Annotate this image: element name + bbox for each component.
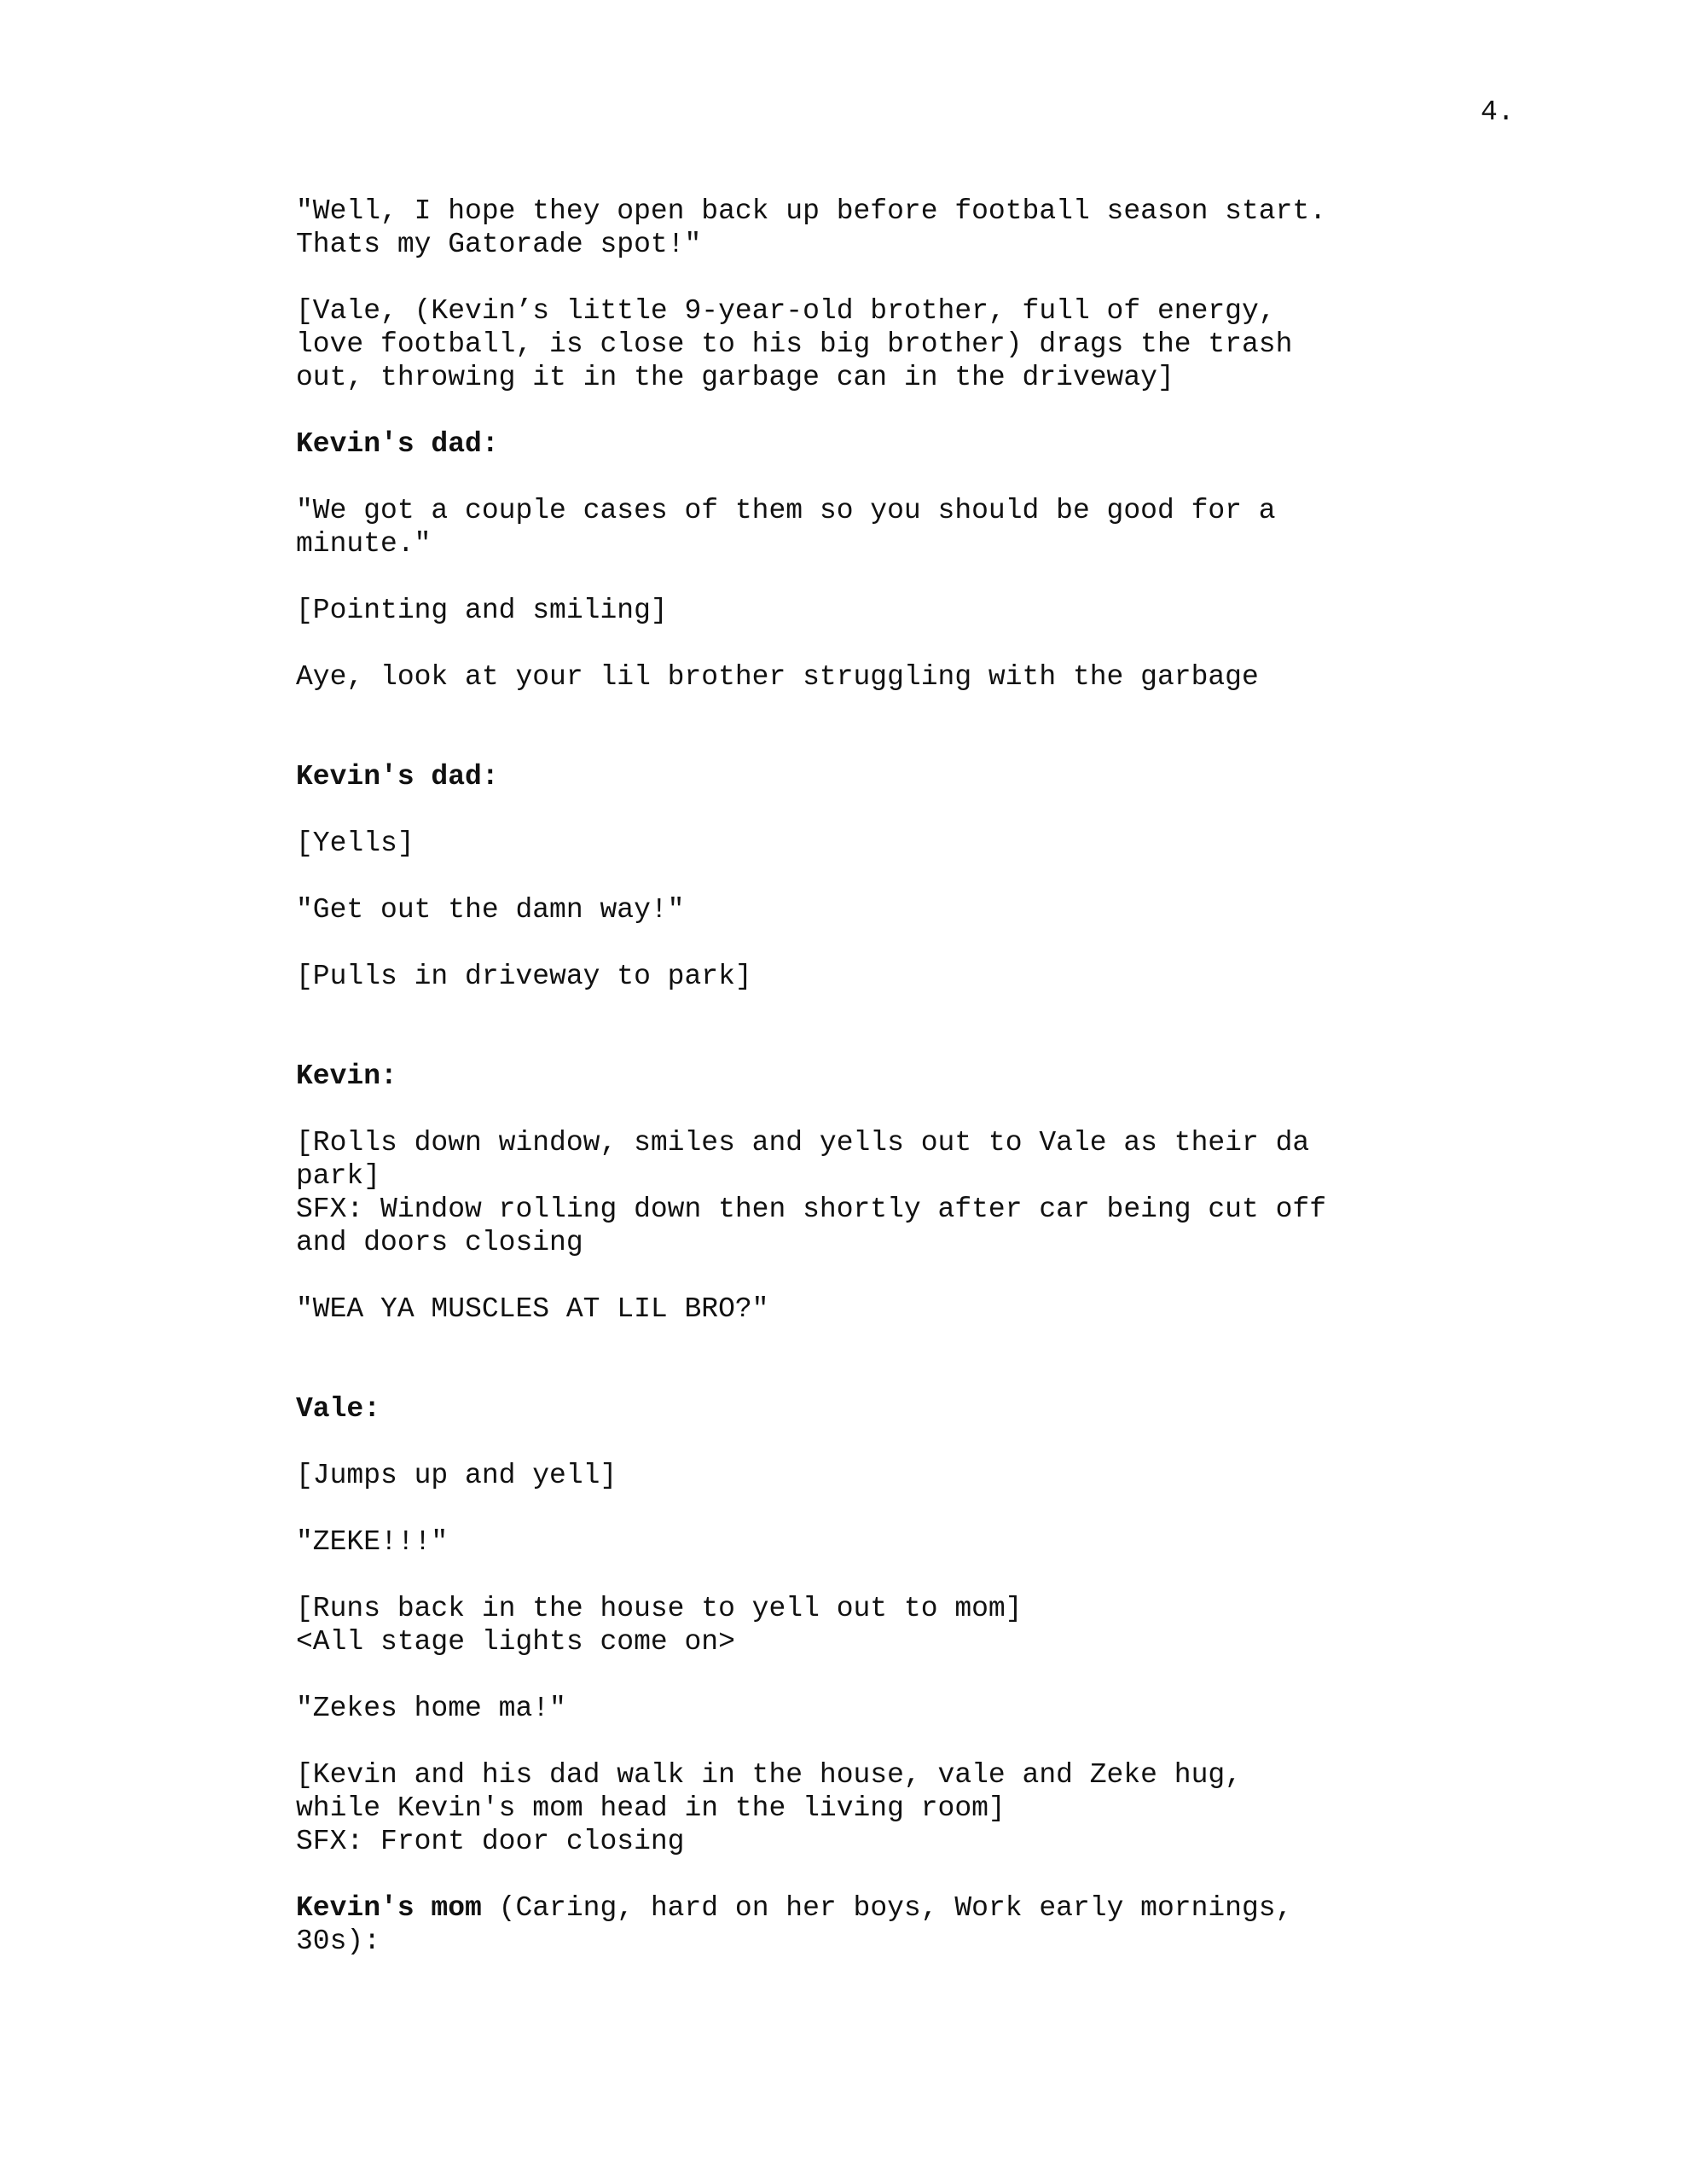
stage-direction-line: <All stage lights come on> xyxy=(296,1626,735,1658)
action-line: [Runs back in the house to yell out to mom] xyxy=(296,1593,1023,1624)
action-line: love football, is close to his big brother) drags the trash xyxy=(296,328,1293,360)
dialogue-line: Thats my Gatorade spot!" xyxy=(296,229,702,260)
dialogue-line: "WEA YA MUSCLES AT LIL BRO?" xyxy=(296,1293,769,1325)
dialogue-line: "Well, I hope they open back up before football season start. xyxy=(296,195,1326,227)
character-name: Kevin's dad: xyxy=(296,428,499,460)
sfx-line: SFX: Window rolling down then shortly after car being cut off xyxy=(296,1194,1326,1225)
character-description: (Caring, hard on her boys, Work early mornings, xyxy=(481,1892,1293,1924)
action-block xyxy=(296,1126,1507,1259)
character-name: Kevin's dad: xyxy=(296,761,499,793)
action-line: [Yells] xyxy=(296,828,415,859)
action-line: [Jumps up and yell] xyxy=(296,1460,617,1491)
action-line: [Kevin and his dad walk in the house, vale and Zeke hug, xyxy=(296,1759,1242,1791)
dialogue-line: "Zekes home ma!" xyxy=(296,1693,566,1724)
action-block xyxy=(296,1758,1507,1858)
character-name: Kevin's mom xyxy=(296,1892,482,1924)
dialogue-block xyxy=(296,494,1507,561)
dialogue-line: "We got a couple cases of them so you should be good for a xyxy=(296,495,1276,526)
action-line: [Rolls down window, smiles and yells out to Vale as their da xyxy=(296,1127,1310,1159)
action-line: out, throwing it in the garbage can in the driveway] xyxy=(296,362,1174,393)
character-name: Vale: xyxy=(296,1393,381,1425)
action-block xyxy=(296,1592,1507,1658)
action-line: [Pointing and smiling] xyxy=(296,595,668,626)
dialogue-line: "Get out the damn way!" xyxy=(296,894,685,926)
character-name: Kevin: xyxy=(296,1060,397,1092)
script-body xyxy=(296,195,1507,1958)
action-line: park] xyxy=(296,1160,381,1192)
dialogue-line: "ZEKE!!!" xyxy=(296,1526,449,1558)
page-number: 4. xyxy=(1481,96,1515,128)
action-line: while Kevin's mom head in the living room] xyxy=(296,1792,1006,1824)
dialogue-line: minute." xyxy=(296,528,432,560)
action-line: [Pulls in driveway to park] xyxy=(296,961,752,992)
character-description-continuation: 30s): xyxy=(296,1926,381,1957)
sfx-line: and doors closing xyxy=(296,1227,583,1258)
character-heading xyxy=(296,1891,1507,1925)
action-line: [Vale, (Kevin’s little 9-year-old brother, full of energy, xyxy=(296,295,1276,327)
action-block xyxy=(296,195,1507,261)
action-block xyxy=(296,294,1507,394)
dialogue-line: Aye, look at your lil brother struggling with the garbage xyxy=(296,661,1259,693)
sfx-line: SFX: Front door closing xyxy=(296,1826,685,1857)
